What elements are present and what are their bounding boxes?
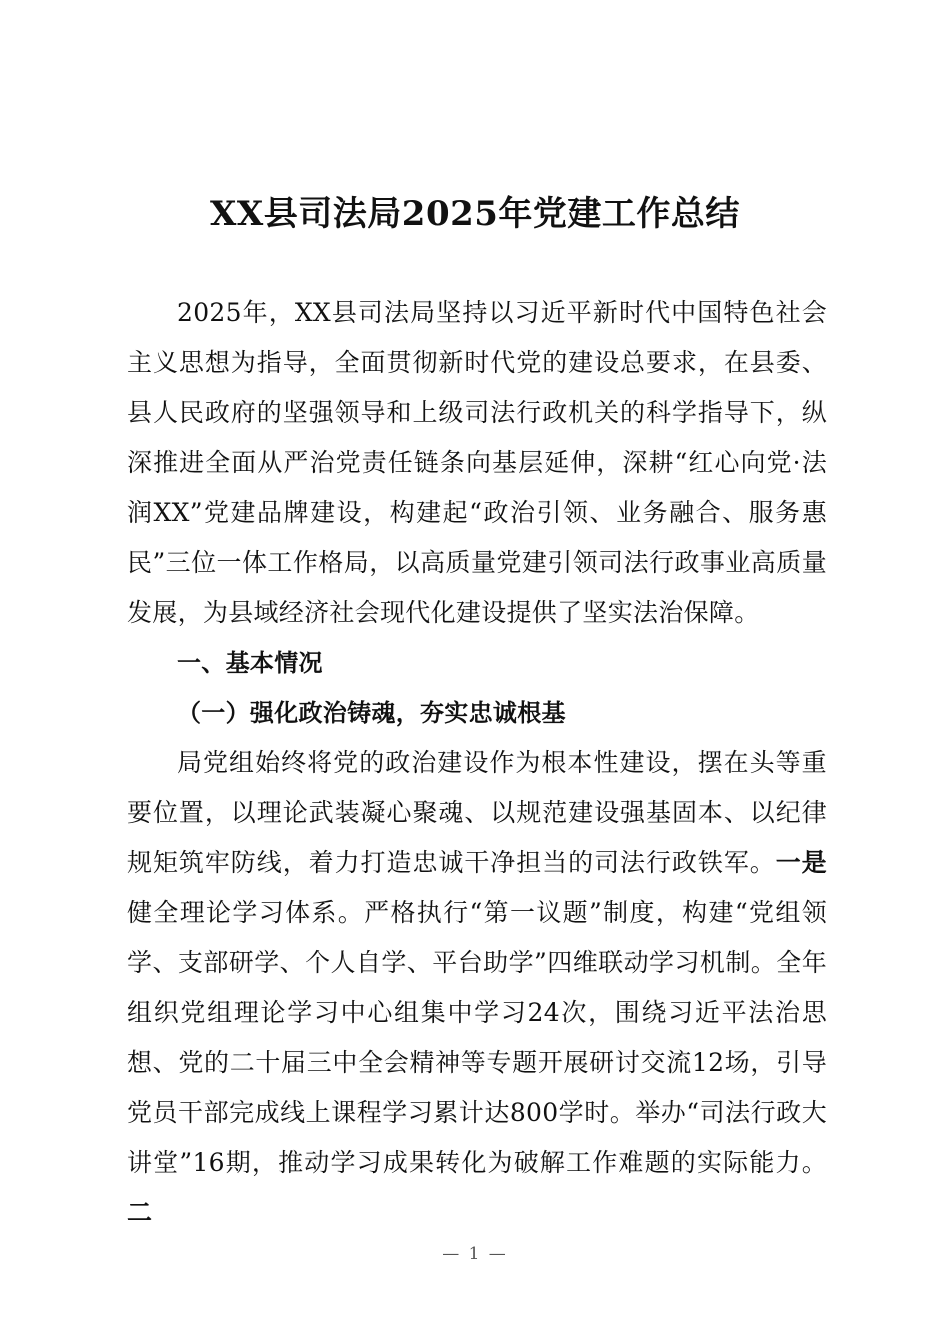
point-marker-first: 一是 [775,848,827,877]
page-number: — 1 — [442,1244,508,1264]
document-body [127,288,827,1238]
document-title: XX县司法局2025年党建工作总结 [210,194,740,234]
intro-paragraph: 2025年，XX县司法局坚持以习近平新时代中国特色社会主义思想为指导，全面贯彻新时代党的建设总要求，在县委、县人民政府的坚强领导和上级司法行政机关的科学指导下，纵深推进全面从严治党责任链条向基层延伸，深耕“红心向党·法润XX”党建品牌建设，构建起“政治引领、业务融合、服务惠民”三位一体工作格局，以高质量党建引领司法行政事业高质量发展，为县域经济社会现代化建设提供了坚实法治保障。 [127,298,827,627]
paragraph-text: 局党组始终将党的政治建设作为根本性建设，摆在头等重要位置，以理论武装凝心聚魂、以规范建设强基固本、以纪律规矩筑牢防线，着力打造忠诚干净担当的司法行政铁军。 [127,748,827,877]
point-marker-second: 二 [127,1198,153,1227]
paragraph-text-continued: 健全理论学习体系。严格执行“第一议题”制度，构建“党组领学、支部研学、个人自学、平台助学”四维联动学习机制。全年组织党组理论学习中心组集中学习24次，围绕习近平法治思想、党的二十届三中全会精神等专题开展研讨交流12场，引导党员干部完成线上课程学习累计达800学时。举办“司法行政大讲堂”16期，推动学习成果转化为破解工作难题的实际能力。 [127,898,827,1177]
body-paragraph [127,738,827,1238]
subsection-heading-political: （一）强化政治铸魂，夯实忠诚根基 [177,699,566,727]
section-heading-basic-situation: 一、基本情况 [177,649,323,677]
